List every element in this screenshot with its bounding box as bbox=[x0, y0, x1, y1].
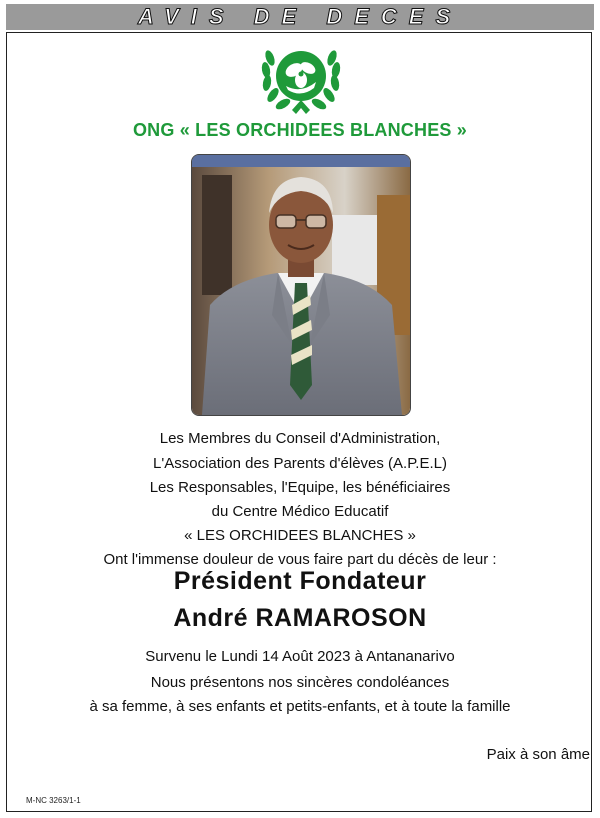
condolences-line-1: Nous présentons nos sincères condoléances bbox=[150, 674, 450, 691]
body-line-org: « LES ORCHIDEES BLANCHES » bbox=[184, 527, 416, 544]
organization-name: ONG « LES ORCHIDEES BLANCHES » bbox=[132, 120, 468, 140]
deceased-title: Président Fondateur bbox=[173, 567, 427, 595]
body-line-team: Les Responsables, l'Equipe, les bénéficiaires bbox=[149, 479, 451, 496]
body-line-members: Les Membres du Conseil d'Administration, bbox=[159, 430, 441, 447]
header-banner bbox=[6, 4, 594, 30]
reference-code: M-NC 3263/1-1 bbox=[26, 796, 81, 805]
closing-text: Paix à son âme bbox=[486, 746, 590, 763]
portrait-photo bbox=[191, 154, 411, 416]
notice-title: AVIS DE DECES bbox=[137, 4, 463, 29]
body-line-announcement: Ont l'immense douleur de vous faire part du décès de leur : bbox=[103, 551, 497, 568]
death-info: Survenu le Lundi 14 Août 2023 à Antananarivo bbox=[145, 648, 455, 665]
body-line-association: L'Association des Parents d'élèves (A.P.E.L) bbox=[153, 455, 447, 472]
notice-frame bbox=[6, 32, 592, 812]
condolences-line-2: à sa femme, à ses enfants et petits-enfants, et à toute la famille bbox=[89, 698, 511, 715]
deceased-name: André RAMAROSON bbox=[173, 604, 427, 632]
body-line-center: du Centre Médico Educatif bbox=[211, 503, 389, 520]
orchid-wreath-icon bbox=[256, 38, 346, 116]
